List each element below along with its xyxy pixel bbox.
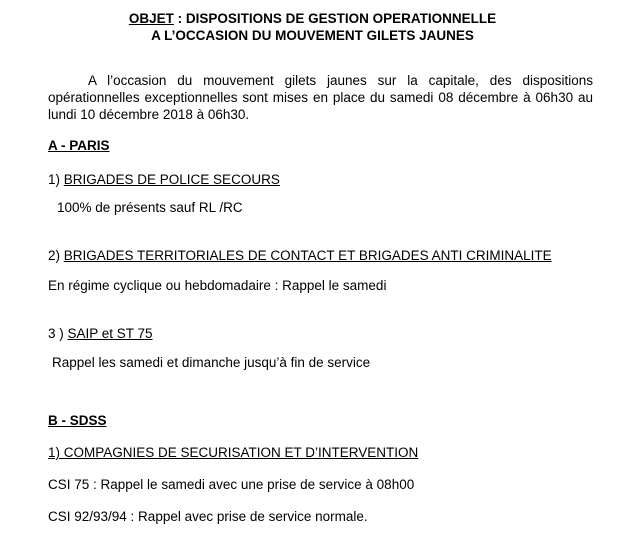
document-title-line-2: A L’OCCASION DU MOUVEMENT GILETS JAUNES — [151, 28, 474, 43]
item-number: 3 ) — [48, 326, 68, 341]
objet-label: OBJET — [128, 11, 174, 26]
section-a-item-2-title — [48, 247, 552, 264]
section-a-item-2-detail: En régime cyclique ou hebdomadaire : Rappel le samedi — [48, 278, 387, 293]
section-a-item-3-title — [48, 325, 153, 342]
section-a-item-3-detail: Rappel les samedi et dimanche jusqu’à fin de service — [52, 355, 371, 370]
document-title-line-1 — [0, 10, 625, 27]
item-number: 2) — [48, 248, 64, 263]
section-a-item-1-title — [48, 171, 280, 188]
item-title: BRIGADES TERRITORIALES DE CONTACT ET BRIGADES ANTI CRIMINALITE — [63, 248, 552, 263]
section-b-line-2: CSI 92/93/94 : Rappel avec prise de service normale. — [48, 509, 368, 524]
intro-text: A l’occasion du mouvement gilets jaunes sur la capitale, des dispositions opérationnelles exceptionnelles sont mises en place du samedi 08 décembre à 06h30 au lundi 10 décembre 2018 à 06h30. — [48, 73, 593, 122]
section-a-heading: A - PARIS — [48, 138, 110, 153]
intro-paragraph — [48, 72, 593, 123]
section-b-item-1-title: 1) COMPAGNIES DE SECURISATION ET D’INTERVENTION — [48, 445, 419, 460]
item-title: BRIGADES DE POLICE SECOURS — [63, 172, 280, 187]
title-line-1-text: : DISPOSITIONS DE GESTION OPERATIONNELLE — [173, 11, 497, 26]
section-a-item-1-detail: 100% de présents sauf RL /RC — [57, 200, 243, 215]
item-number: 1) — [48, 172, 64, 187]
item-title: SAIP et ST 75 — [67, 326, 153, 341]
section-b-heading: B - SDSS — [48, 413, 107, 428]
section-b-line-1: CSI 75 : Rappel le samedi avec une prise de service à 08h00 — [48, 477, 415, 492]
